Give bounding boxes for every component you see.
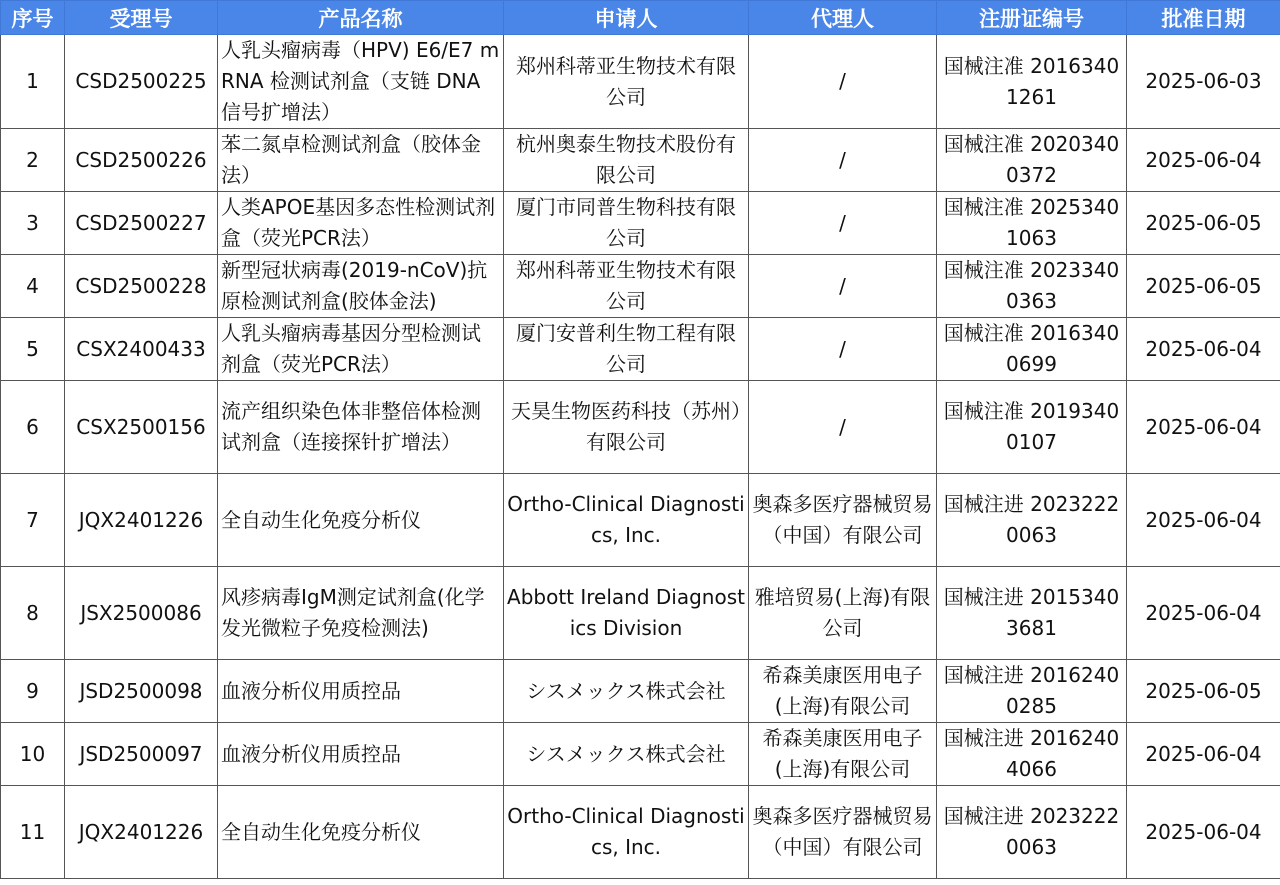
- cell-product-name: 血液分析仪用质控品: [218, 723, 504, 786]
- header-approval-date: 批准日期: [1127, 1, 1280, 35]
- header-serial: 序号: [1, 1, 65, 35]
- table-row: [1, 192, 1280, 255]
- header-row: [1, 1, 1280, 35]
- table-row: [1, 129, 1280, 192]
- cell-serial: 2: [1, 129, 65, 192]
- cell-agent: 希森美康医用电子(上海)有限公司: [749, 660, 937, 723]
- table-row: [1, 474, 1280, 567]
- table-row: [1, 786, 1280, 879]
- cell-product-name: 人乳头瘤病毒基因分型检测试剂盒（荧光PCR法）: [218, 318, 504, 381]
- cell-approval-date: 2025-06-04: [1127, 786, 1280, 879]
- cell-agent: 奥森多医疗器械贸易（中国）有限公司: [749, 474, 937, 567]
- cell-serial: 5: [1, 318, 65, 381]
- cell-agent: /: [749, 381, 937, 474]
- cell-acceptance-no: JSD2500098: [65, 660, 218, 723]
- cell-approval-date: 2025-06-05: [1127, 255, 1280, 318]
- cell-acceptance-no: CSD2500226: [65, 129, 218, 192]
- cell-applicant: シスメックス株式会社: [504, 723, 749, 786]
- cell-product-name: 新型冠状病毒(2019-nCoV)抗原检测试剂盒(胶体金法): [218, 255, 504, 318]
- cell-acceptance-no: CSX2500156: [65, 381, 218, 474]
- cell-applicant: Abbott Ireland Diagnostics Division: [504, 567, 749, 660]
- cell-serial: 7: [1, 474, 65, 567]
- cell-acceptance-no: CSD2500227: [65, 192, 218, 255]
- cell-applicant: 郑州科蒂亚生物技术有限公司: [504, 255, 749, 318]
- cell-approval-date: 2025-06-05: [1127, 660, 1280, 723]
- table-row: [1, 255, 1280, 318]
- header-agent: 代理人: [749, 1, 937, 35]
- cell-approval-date: 2025-06-04: [1127, 723, 1280, 786]
- cell-serial: 11: [1, 786, 65, 879]
- cell-product-name: 全自动生化免疫分析仪: [218, 474, 504, 567]
- cell-acceptance-no: JSD2500097: [65, 723, 218, 786]
- cell-agent: 雅培贸易(上海)有限公司: [749, 567, 937, 660]
- cell-product-name: 全自动生化免疫分析仪: [218, 786, 504, 879]
- cell-applicant: Ortho-Clinical Diagnostics, Inc.: [504, 786, 749, 879]
- cell-agent: /: [749, 255, 937, 318]
- table-row: [1, 381, 1280, 474]
- cell-acceptance-no: CSD2500228: [65, 255, 218, 318]
- cell-agent: 希森美康医用电子(上海)有限公司: [749, 723, 937, 786]
- cell-serial: 4: [1, 255, 65, 318]
- cell-applicant: 厦门市同普生物科技有限公司: [504, 192, 749, 255]
- cell-registration-no: 国械注准 20163400699: [937, 318, 1127, 381]
- cell-serial: 6: [1, 381, 65, 474]
- table-row: [1, 660, 1280, 723]
- cell-approval-date: 2025-06-04: [1127, 318, 1280, 381]
- header-product-name: 产品名称: [218, 1, 504, 35]
- cell-product-name: 血液分析仪用质控品: [218, 660, 504, 723]
- cell-agent: /: [749, 129, 937, 192]
- cell-approval-date: 2025-06-04: [1127, 474, 1280, 567]
- table-row: [1, 318, 1280, 381]
- header-registration-no: 注册证编号: [937, 1, 1127, 35]
- cell-product-name: 风疹病毒IgM测定试剂盒(化学发光微粒子免疫检测法): [218, 567, 504, 660]
- cell-registration-no: 国械注进 20162404066: [937, 723, 1127, 786]
- cell-product-name: 苯二氮卓检测试剂盒（胶体金法）: [218, 129, 504, 192]
- cell-acceptance-no: JSX2500086: [65, 567, 218, 660]
- cell-applicant: 杭州奥泰生物技术股份有限公司: [504, 129, 749, 192]
- cell-applicant: 天昊生物医药科技（苏州）有限公司: [504, 381, 749, 474]
- cell-serial: 3: [1, 192, 65, 255]
- cell-serial: 8: [1, 567, 65, 660]
- cell-acceptance-no: JQX2401226: [65, 786, 218, 879]
- header-acceptance-no: 受理号: [65, 1, 218, 35]
- cell-product-name: 流产组织染色体非整倍体检测试剂盒（连接探针扩增法）: [218, 381, 504, 474]
- cell-applicant: 郑州科蒂亚生物技术有限公司: [504, 35, 749, 129]
- cell-agent: /: [749, 192, 937, 255]
- cell-applicant: 厦门安普利生物工程有限公司: [504, 318, 749, 381]
- cell-agent: /: [749, 35, 937, 129]
- cell-registration-no: 国械注准 20193400107: [937, 381, 1127, 474]
- cell-registration-no: 国械注进 20162400285: [937, 660, 1127, 723]
- cell-acceptance-no: CSX2400433: [65, 318, 218, 381]
- cell-registration-no: 国械注进 20232220063: [937, 474, 1127, 567]
- table-row: [1, 723, 1280, 786]
- cell-registration-no: 国械注准 20203400372: [937, 129, 1127, 192]
- cell-registration-no: 国械注进 20153403681: [937, 567, 1127, 660]
- table-row: [1, 35, 1280, 129]
- cell-registration-no: 国械注准 20233400363: [937, 255, 1127, 318]
- cell-approval-date: 2025-06-03: [1127, 35, 1280, 129]
- cell-acceptance-no: JQX2401226: [65, 474, 218, 567]
- cell-agent: 奥森多医疗器械贸易（中国）有限公司: [749, 786, 937, 879]
- cell-registration-no: 国械注准 20163401261: [937, 35, 1127, 129]
- cell-applicant: シスメックス株式会社: [504, 660, 749, 723]
- cell-product-name: 人乳头瘤病毒（HPV) E6/E7 mRNA 检测试剂盒（支链 DNA 信号扩增法）: [218, 35, 504, 129]
- cell-approval-date: 2025-06-04: [1127, 129, 1280, 192]
- cell-agent: /: [749, 318, 937, 381]
- cell-acceptance-no: CSD2500225: [65, 35, 218, 129]
- cell-serial: 9: [1, 660, 65, 723]
- cell-registration-no: 国械注进 20232220063: [937, 786, 1127, 879]
- cell-registration-no: 国械注准 20253401063: [937, 192, 1127, 255]
- cell-serial: 10: [1, 723, 65, 786]
- cell-approval-date: 2025-06-04: [1127, 381, 1280, 474]
- cell-approval-date: 2025-06-05: [1127, 192, 1280, 255]
- header-applicant: 申请人: [504, 1, 749, 35]
- cell-serial: 1: [1, 35, 65, 129]
- cell-approval-date: 2025-06-04: [1127, 567, 1280, 660]
- table-row: [1, 567, 1280, 660]
- cell-applicant: Ortho-Clinical Diagnostics, Inc.: [504, 474, 749, 567]
- cell-product-name: 人类APOE基因多态性检测试剂盒（荧光PCR法）: [218, 192, 504, 255]
